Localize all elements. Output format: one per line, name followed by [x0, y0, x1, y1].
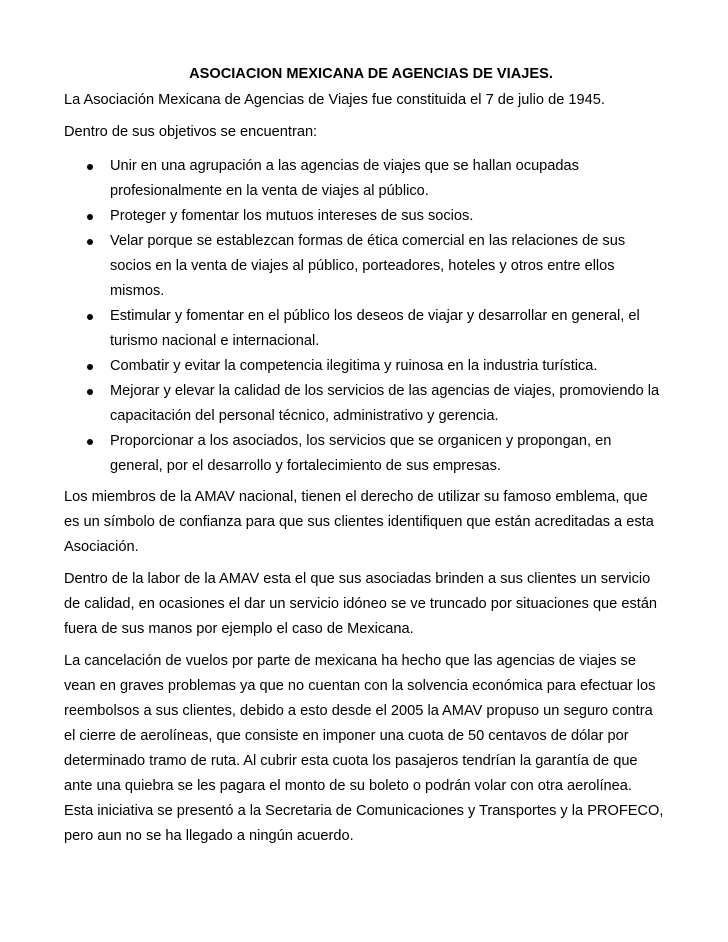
objectives-list: [64, 154, 664, 479]
bullet-icon: [87, 389, 93, 395]
bullet-icon: [87, 314, 93, 320]
list-item: [64, 229, 664, 304]
list-item-text: Estimular y fomentar en el público los deseos de viajar y desarrollar en general, el turismo nacional e internacional.: [110, 308, 640, 349]
bullet-icon: [87, 239, 93, 245]
paragraph-founding: La Asociación Mexicana de Agencias de Viajes fue constituida el 7 de julio de 1945.: [64, 92, 605, 108]
document-body: [64, 64, 664, 849]
list-item: [64, 204, 664, 229]
paragraph-service-quality: Dentro de la labor de la AMAV esta el que sus asociadas brinden a sus clientes un servicio de calidad, en ocasiones el dar un servicio idóneo se ve truncado por situaciones que están fuera de sus manos por ejemplo el caso de Mexicana.: [64, 571, 658, 637]
bullet-icon: [87, 364, 93, 370]
list-item: [64, 354, 664, 379]
bullet-icon: [87, 164, 93, 170]
bullet-icon: [87, 439, 93, 445]
list-item-text: Velar porque se establezcan formas de ética comercial en las relaciones de sus socios en la venta de viajes al público, porteadores, hoteles y otros entre ellos mismos.: [110, 233, 626, 299]
list-item-text: Proteger y fomentar los mutuos intereses de sus socios.: [110, 208, 474, 224]
list-item: [64, 304, 664, 354]
paragraph-flight-cancellation: La cancelación de vuelos por parte de mexicana ha hecho que las agencias de viajes se vean en graves problemas ya que no cuentan con la solvencia económica para efectuar los reembolsos a sus clientes, debido a esto desde el 2005 la AMAV propuso un seguro contra el cierre de aerolíneas, que consiste en imponer una cuota de 50 centavos de dólar por determinado tramo de ruta. Al cubrir esta cuota los pasajeros tendrían la garantía de que ante una quiebra se les pagara el monto de su boleto o podrán volar con otra aerolínea. Esta iniciativa se presentó a la Secretaria de Comunicaciones y Transportes y la PROFECO, pero aun no se ha llegado a ningún acuerdo.: [64, 653, 664, 844]
list-item: [64, 154, 664, 204]
list-item: [64, 379, 664, 429]
document-title: ASOCIACION MEXICANA DE AGENCIAS DE VIAJES.: [189, 66, 553, 82]
list-item-text: Combatir y evitar la competencia ilegitima y ruinosa en la industria turística.: [110, 358, 598, 374]
list-item: [64, 429, 664, 479]
list-item-text: Unir en una agrupación a las agencias de viajes que se hallan ocupadas profesionalmente en la venta de viajes al público.: [110, 158, 579, 199]
paragraph-objectives-intro: Dentro de sus objetivos se encuentran:: [64, 124, 318, 140]
bullet-icon: [87, 214, 93, 220]
list-item-text: Proporcionar a los asociados, los servicios que se organicen y propongan, en general, por el desarrollo y fortalecimiento de sus empresas.: [110, 433, 612, 474]
list-item-text: Mejorar y elevar la calidad de los servicios de las agencias de viajes, promoviendo la capacitación del personal técnico, administrativo y gerencia.: [110, 383, 660, 424]
paragraph-emblem: Los miembros de la AMAV nacional, tienen el derecho de utilizar su famoso emblema, que es un símbolo de confianza para que sus clientes identifiquen que están acreditadas a esta Asociación.: [64, 489, 654, 555]
